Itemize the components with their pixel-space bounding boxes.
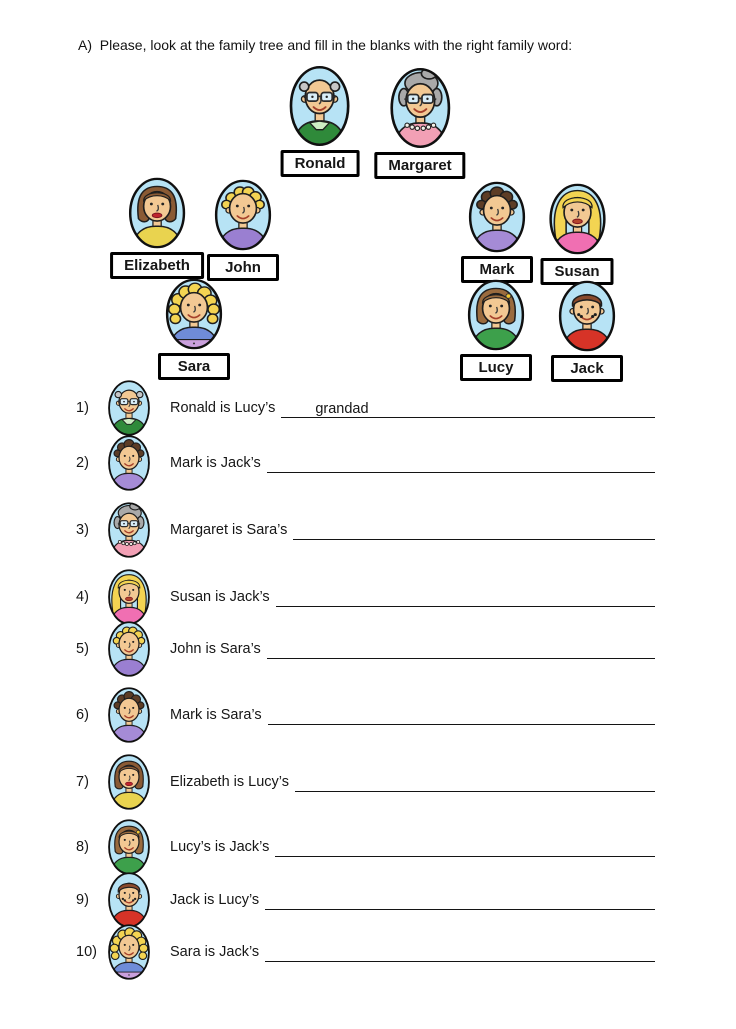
question-text: Mark is Jack’s [170, 455, 261, 471]
answer-blank [265, 943, 655, 962]
question-row [72, 753, 655, 811]
question-number: 3) [76, 522, 89, 538]
ronald-portrait-icon [106, 379, 152, 437]
lucy-portrait-icon [465, 278, 527, 352]
elizabeth-portrait-icon [106, 753, 152, 811]
question-text: Jack is Lucy’s [170, 892, 260, 908]
tree-person-jack [551, 279, 623, 382]
question-row [72, 686, 655, 744]
name-box-john: John [207, 254, 279, 281]
question-number: 7) [76, 774, 89, 790]
question-row [72, 379, 655, 437]
sara-portrait-icon [163, 277, 225, 351]
question-text: Margaret is Sara’s [170, 522, 288, 538]
name-box-ronald: Ronald [281, 150, 360, 177]
answer-blank [267, 640, 655, 659]
name-box-sara: Sara [158, 353, 230, 380]
tree-person-elizabeth [110, 176, 204, 279]
john-portrait-icon [212, 178, 274, 252]
question-row [72, 434, 655, 492]
question-number: 4) [76, 589, 89, 605]
tree-person-ronald [281, 64, 360, 177]
tree-person-john [207, 178, 279, 281]
margaret-portrait-icon [106, 501, 152, 559]
name-box-lucy: Lucy [460, 354, 532, 381]
question-row [72, 818, 655, 876]
question-number: 6) [76, 707, 89, 723]
mark-portrait-icon [466, 180, 528, 254]
question-row [72, 620, 655, 678]
worksheet-instruction: A) Please, look at the family tree and fill in the blanks with the right family word: [78, 37, 573, 53]
mark-portrait-icon [106, 434, 152, 492]
question-text: Elizabeth is Lucy’s [170, 774, 290, 790]
question-text: Ronald is Lucy’s [170, 400, 276, 416]
question-text: Sara is Jack’s [170, 944, 260, 960]
name-box-mark: Mark [461, 256, 533, 283]
name-box-jack: Jack [551, 355, 623, 382]
mark-portrait-icon [106, 686, 152, 744]
lucy-portrait-icon [106, 818, 152, 876]
question-text: Lucy’s is Jack’s [170, 839, 270, 855]
question-number: 2) [76, 455, 89, 471]
susan-portrait-icon [546, 182, 608, 256]
answer-blank [275, 838, 655, 857]
answer-blank [267, 454, 655, 473]
question-row [72, 923, 655, 981]
question-row [72, 568, 655, 626]
answer-blank [268, 706, 655, 725]
sara-portrait-icon [106, 923, 152, 981]
question-row [72, 871, 655, 929]
ronald-portrait-icon [287, 64, 353, 148]
question-number: 10) [76, 944, 97, 960]
name-box-elizabeth: Elizabeth [110, 252, 204, 279]
susan-portrait-icon [106, 568, 152, 626]
question-row [72, 501, 655, 559]
question-text: John is Sara’s [170, 641, 261, 657]
answer-text: grandad [315, 400, 369, 417]
question-text: Mark is Sara’s [170, 707, 262, 723]
tree-person-mark [461, 180, 533, 283]
question-number: 1) [76, 400, 89, 416]
john-portrait-icon [106, 620, 152, 678]
jack-portrait-icon [556, 279, 618, 353]
tree-person-lucy [460, 278, 532, 381]
tree-person-sara [158, 277, 230, 380]
name-box-margaret: Margaret [374, 152, 465, 179]
answer-blank [276, 588, 655, 607]
jack-portrait-icon [106, 871, 152, 929]
name-box-susan: Susan [540, 258, 613, 285]
question-number: 8) [76, 839, 89, 855]
question-text: Susan is Jack’s [170, 589, 270, 605]
tree-person-margaret [374, 66, 465, 179]
answer-blank [295, 773, 655, 792]
question-number: 5) [76, 641, 89, 657]
elizabeth-portrait-icon [126, 176, 188, 250]
margaret-portrait-icon [387, 66, 453, 150]
answer-blank [293, 521, 655, 540]
tree-person-susan [540, 182, 613, 285]
answer-blank [265, 891, 655, 910]
answer-blank [281, 399, 655, 418]
question-number: 9) [76, 892, 89, 908]
